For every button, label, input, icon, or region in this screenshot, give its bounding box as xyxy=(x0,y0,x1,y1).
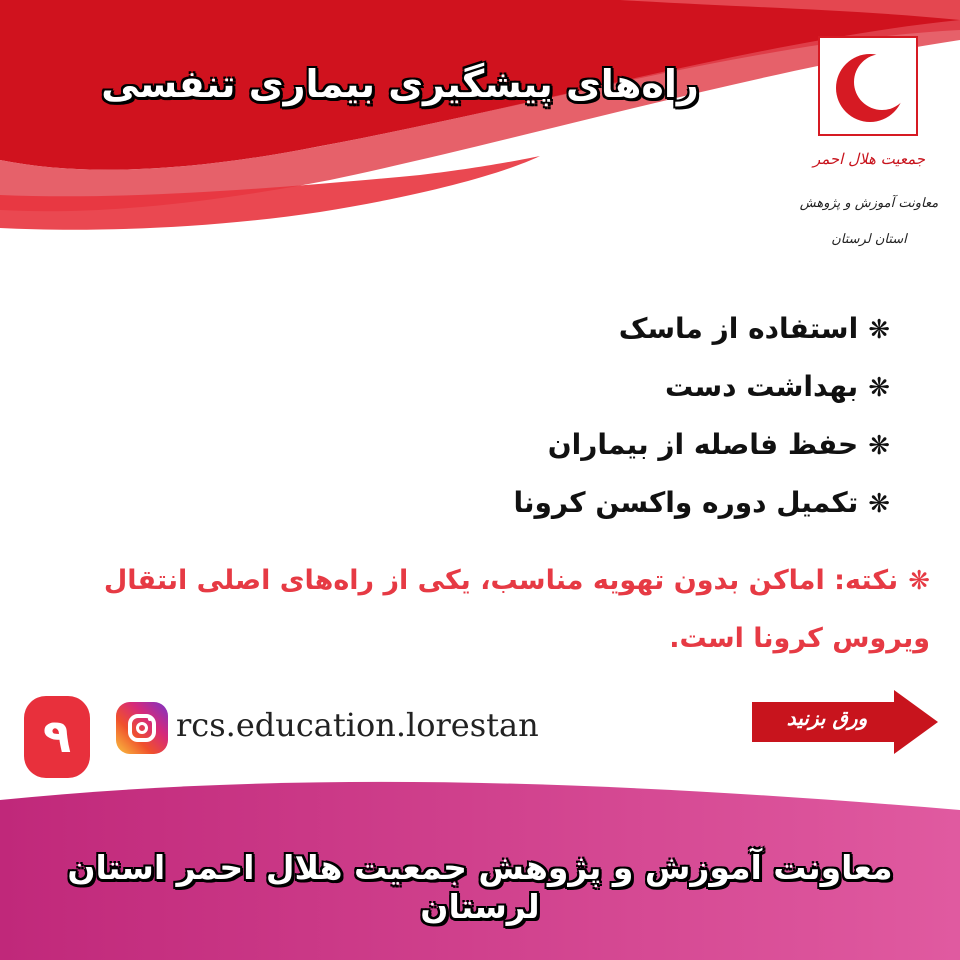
list-item-text: استفاده از ماسک xyxy=(618,312,859,345)
list-item-text: تکمیل دوره واکسن کرونا xyxy=(513,486,859,519)
swipe-label[interactable]: ورق بزنید xyxy=(786,706,868,730)
bullet-icon: ❋ xyxy=(908,566,930,596)
logo xyxy=(818,36,918,136)
instagram-handle[interactable]: rcs.education.lorestan xyxy=(176,706,539,744)
red-crescent-icon xyxy=(820,38,916,134)
bullet-icon: ❋ xyxy=(868,373,890,403)
header-swoosh xyxy=(0,0,960,260)
page-number-badge: ۹ xyxy=(24,696,90,778)
logo-subtitle-line1: معاونت آموزش و پژوهش xyxy=(799,196,939,211)
list-item xyxy=(190,300,890,358)
note-text: نکته: اماکن بدون تهویه مناسب، یکی از راه‌های اصلی انتقال ویروس کرونا است. xyxy=(103,565,930,654)
note xyxy=(30,552,930,668)
page-title: راه‌های پیشگیری بیماری تنفسی xyxy=(101,62,699,106)
bullet-icon: ❋ xyxy=(868,431,890,461)
instagram-icon[interactable] xyxy=(116,702,168,754)
list-item xyxy=(190,474,890,532)
bullet-icon: ❋ xyxy=(868,315,890,345)
list-item-text: بهداشت دست xyxy=(664,370,859,403)
logo-subtitle-line2: استان لرستان xyxy=(831,232,907,247)
list-item xyxy=(190,416,890,474)
list-item xyxy=(190,358,890,416)
bullet-icon: ❋ xyxy=(868,489,890,519)
list-item-text: حفظ فاصله از بیماران xyxy=(547,428,859,461)
prevention-list xyxy=(190,300,890,532)
logo-name: جمعیت هلال احمر xyxy=(812,150,926,168)
footer-caption: معاونت آموزش و پژوهش جمعیت هلال احمر استان لرستان xyxy=(67,848,893,926)
